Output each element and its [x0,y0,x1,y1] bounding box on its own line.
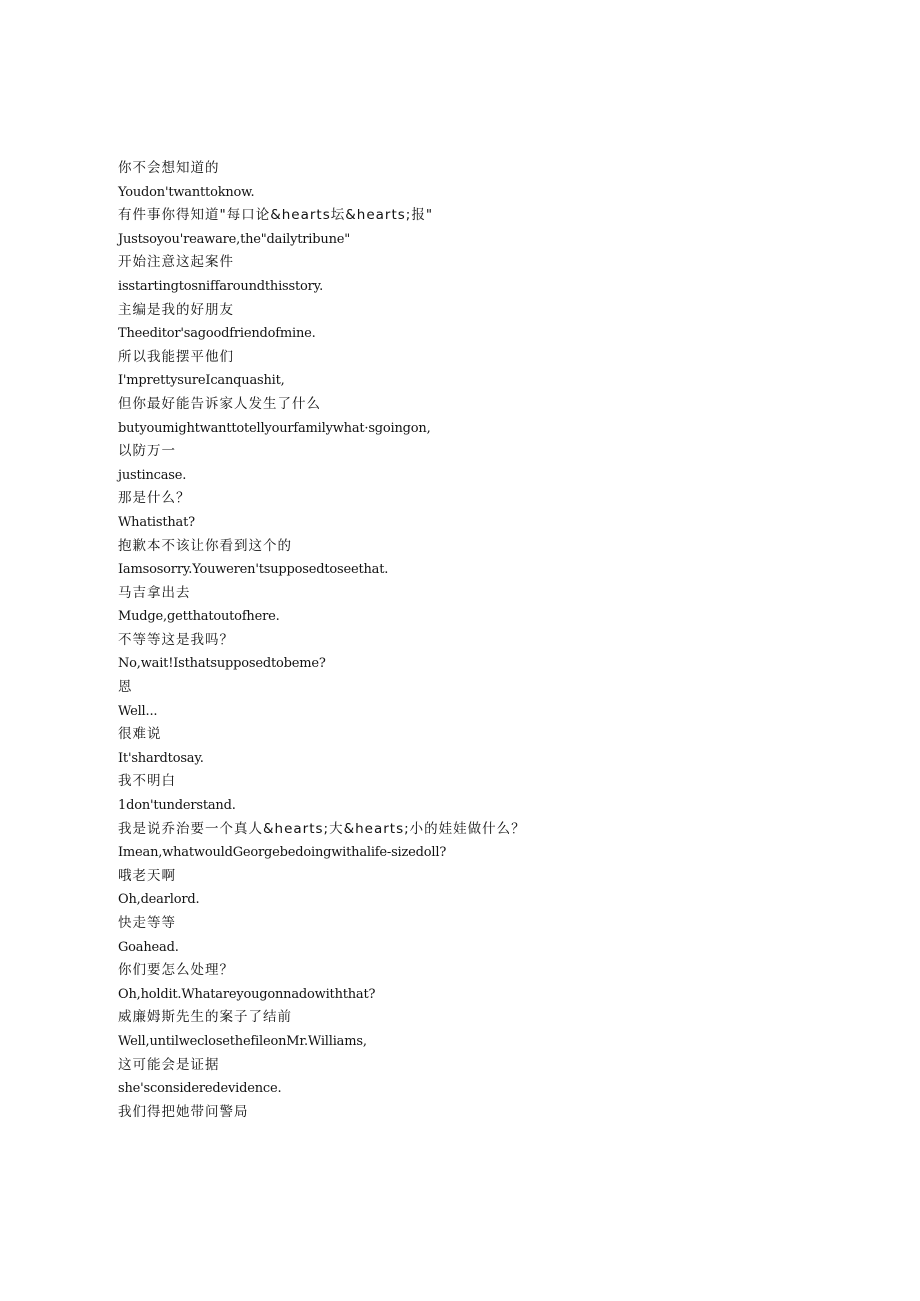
line-en: Oh,dearlord. [118,892,200,908]
line-en: Mudge,getthatoutofhere. [118,609,280,625]
line-en: I'mprettysureIcanquashit, [118,373,285,389]
line-en: It'shardtosay. [118,750,204,766]
line-zh: 快走等等 [118,915,176,931]
line-zh: 我不明白 [118,773,176,790]
line-en: justincase. [118,467,187,483]
line-en: No,wait!Isthatsupposedtobeme? [118,656,326,672]
line-en: 1don'tunderstand. [118,798,236,814]
line-en: Youdon'twanttoknow. [118,184,255,200]
line-zh: 抱歉本不该让你看到这个的 [118,537,292,554]
line-en: Iamsosorry.Youweren'tsupposedtoseethat. [118,562,389,578]
line-zh: 你们要怎么处理？ [118,962,234,979]
line-en: Well,untilweclosethefileonMr.Williams, [118,1033,367,1049]
line-zh: 马吉拿出去 [118,584,191,601]
line-en: Justsoyou'reaware,the"dailytribune" [118,231,351,247]
line-zh: 开始注意这起案件 [118,254,234,271]
line-zh: 这可能会是证据 [118,1056,220,1073]
line-en: butyoumightwanttotellyourfamilywhat·sgoingon, [118,420,431,436]
line-en: Well... [118,703,158,719]
line-en: Goahead. [118,939,179,955]
line-zh: 但你最好能告诉家人发生了什么 [118,395,321,412]
line-zh: 哦老天啊 [118,867,176,884]
line-en: isstartingtosniffaroundthisstory. [118,278,324,294]
line-en: Imean,whatwouldGeorgebedoingwithalife-sizedoll? [118,845,447,861]
line-zh: 所以我能摆平他们 [118,348,234,365]
line-zh: 那是什么？ [118,490,191,507]
line-en: Whatisthat? [118,514,195,530]
line-zh: 以防万一 [118,443,176,460]
line-zh: 我是说乔治要一个真人&hearts;大&hearts;小的娃娃做什么？ [118,820,526,837]
subtitle-lines [118,157,818,1124]
line-zh: 你不会想知道的 [118,160,220,176]
line-zh: 很难说 [118,726,162,743]
line-zh: 有件事你得知道"每口论&hearts坛&hearts;报" [118,207,434,224]
line-zh: 我们得把她带问警局 [118,1103,249,1120]
line-en: Oh,holdit.Whatareyougonnadowiththat? [118,986,376,1002]
line-zh: 威廉姆斯先生的案子了结前 [118,1009,292,1026]
line-en: she'sconsideredevidence. [118,1081,282,1097]
line-zh: 恩 [118,679,133,696]
line-zh: 主编是我的好朋友 [118,301,234,318]
line-zh: 不等等这是我吗？ [118,631,234,648]
line-en: Theeditor'sagoodfriendofmine. [118,326,316,342]
